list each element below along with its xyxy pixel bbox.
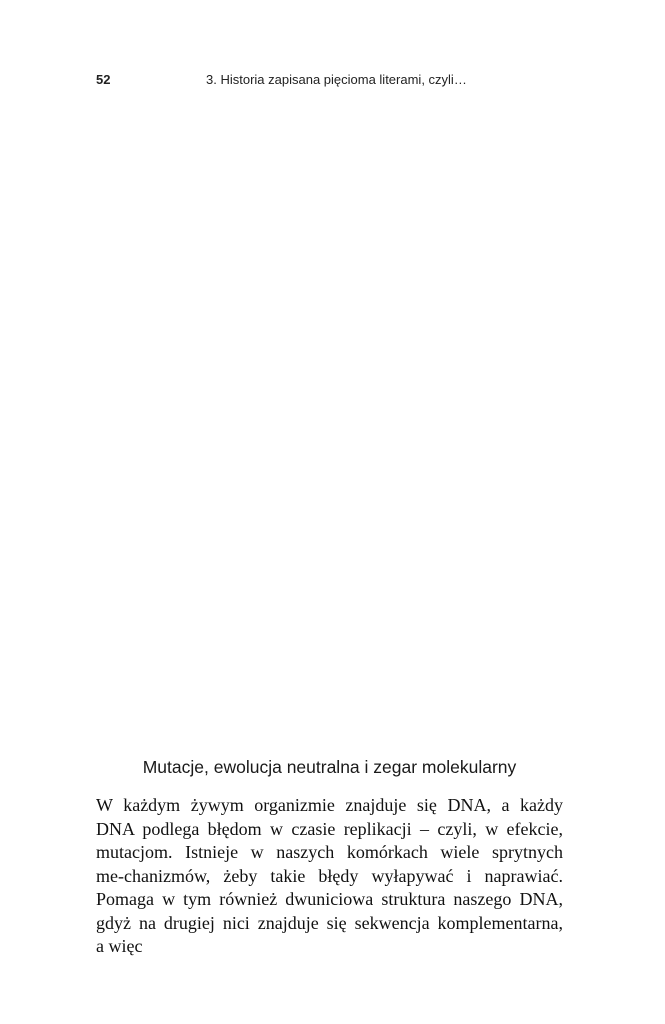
paragraph-line: a więc [96,936,143,956]
page-number: 52 [96,72,111,87]
paragraph-line: DNA podlega błędom w czasie replikacji – czyli, w efekcie, [96,818,563,839]
paragraph-line: mutacjom. Istnieje w naszych komórkach wiele sprytnych [96,842,563,862]
section-heading: Mutacje, ewolucja neutralna i zegar molekularny [142,757,517,777]
chapter-title: 3. Historia zapisana pięcioma literami, czyli… [206,72,467,87]
body-paragraph [96,794,563,959]
running-header [96,71,576,89]
paragraph-line: W każdym żywym organizmie znajduje się DNA, a każdy [96,795,563,815]
paragraph-line: Pomaga w tym również dwuniciowa struktura naszego DNA, [96,889,563,909]
paragraph-line: me-chanizmów, żeby takie błędy wyłapywać i naprawiać. [96,865,563,886]
paragraph-line: gdyż na drugiej nici znajduje się sekwencja komplementarna, [96,912,563,933]
